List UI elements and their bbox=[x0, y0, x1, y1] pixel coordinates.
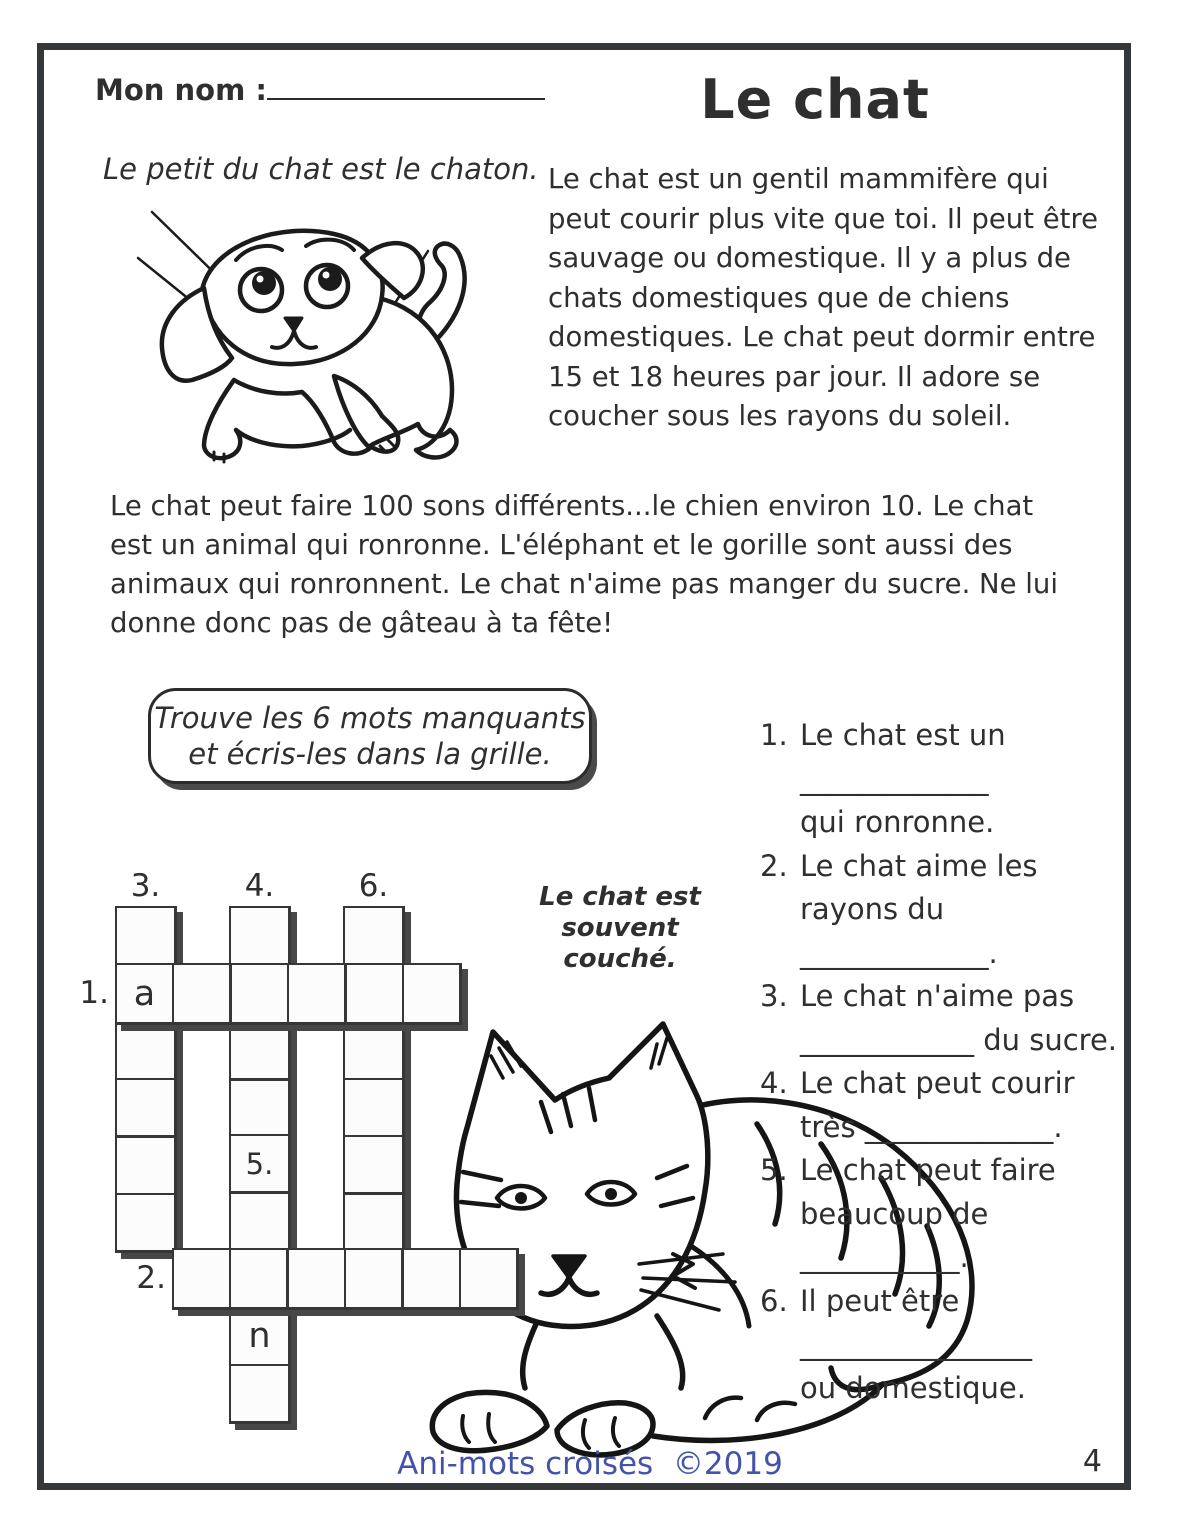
question-number: 3. bbox=[760, 979, 788, 1013]
intro-paragraph: Le chat est un gentil mammifère qui peut courir plus vite que toi. Il peut être sauvage ou domestique. Il y a plus de chats domestiques que de chiens domestiques. Le chat peut dormir entre 15 et 18 heures par jour. Il adore se coucher sous les rayons du soleil. bbox=[548, 163, 1099, 432]
name-label: Mon nom : bbox=[95, 73, 268, 107]
grid-caption-line-2: souvent bbox=[561, 913, 679, 943]
crossword-cell bbox=[404, 1250, 459, 1307]
instruction-line-1: Trouve les 6 mots manquants bbox=[154, 701, 586, 735]
crossword-cell bbox=[345, 908, 402, 963]
crossword-cell bbox=[117, 1195, 174, 1250]
kitten-caption: Le petit du chat est le chaton. bbox=[103, 152, 539, 186]
crossword-cell bbox=[117, 1080, 174, 1135]
question-number: 5. bbox=[760, 1153, 788, 1187]
crossword-cell bbox=[231, 1023, 288, 1078]
crossword-cell bbox=[117, 965, 172, 1022]
crossword-cell bbox=[345, 1195, 402, 1250]
question-number: 6. bbox=[760, 1283, 788, 1318]
grid-clue-number: 2. bbox=[136, 1260, 166, 1296]
question-number: 4. bbox=[760, 1066, 788, 1100]
name-row bbox=[95, 72, 545, 107]
crossword-cell bbox=[231, 1250, 286, 1307]
question-line: Le chat peut faire bbox=[800, 1153, 1056, 1187]
questions-list bbox=[760, 714, 1118, 1410]
instruction-line-2: et écris-les dans la grille. bbox=[188, 737, 552, 771]
question-item bbox=[760, 1280, 1100, 1411]
instruction-box bbox=[148, 688, 592, 784]
crossword-cell bbox=[232, 965, 287, 1022]
question-item bbox=[760, 1149, 1100, 1280]
question-line: qui ronronne. bbox=[800, 805, 995, 839]
crossword-cell bbox=[404, 965, 459, 1022]
crossword-cell bbox=[231, 908, 288, 963]
name-blank-line bbox=[267, 72, 545, 100]
question-number: 1. bbox=[760, 718, 788, 752]
crossword-cell bbox=[461, 1250, 516, 1307]
question-line: Le chat est un bbox=[800, 718, 1006, 752]
question-line: rayons du bbox=[800, 892, 945, 926]
crossword-cell bbox=[345, 1080, 402, 1135]
crossword-cell bbox=[231, 1081, 288, 1136]
crossword-cell bbox=[347, 965, 402, 1022]
crossword-cell bbox=[174, 1250, 229, 1307]
word-2-across bbox=[172, 1248, 519, 1310]
footer-copyright: ©2019 bbox=[672, 1446, 783, 1482]
crossword-cell bbox=[117, 1138, 174, 1193]
grid-clue-number: 6. bbox=[358, 868, 389, 904]
question-line: ____________ du sucre. bbox=[800, 1022, 1118, 1057]
question-line: _____________ bbox=[800, 761, 989, 796]
question-item bbox=[760, 1062, 1100, 1149]
question-number: 2. bbox=[760, 848, 788, 883]
crossword-cell bbox=[231, 1194, 288, 1249]
crossword-cell bbox=[174, 965, 229, 1022]
clue-number-in-cell: 5. bbox=[245, 1146, 274, 1181]
question-line: Il peut être bbox=[800, 1283, 960, 1318]
question-line: beaucoup de bbox=[800, 1196, 989, 1231]
footer-brand-name: Ani-mots croisés bbox=[397, 1446, 654, 1482]
grid-caption bbox=[520, 882, 720, 975]
question-line: ou domestique. bbox=[800, 1370, 1026, 1405]
kitten-illustration-icon bbox=[130, 196, 495, 468]
question-line: Le chat peut courir bbox=[800, 1066, 1075, 1100]
word-1-across bbox=[115, 963, 462, 1025]
crossword-cell bbox=[289, 965, 344, 1022]
question-item bbox=[760, 845, 1100, 976]
grid-caption-line-3: couché. bbox=[563, 944, 677, 974]
grid-clue-number: 3. bbox=[130, 868, 161, 904]
crossword-cell bbox=[346, 1250, 401, 1307]
page-number: 4 bbox=[1082, 1444, 1102, 1479]
prefilled-letter: n bbox=[248, 1316, 271, 1356]
grid-caption-line-1: Le chat est bbox=[539, 882, 701, 912]
question-line: Le chat n'aime pas bbox=[800, 979, 1075, 1013]
crossword-cell bbox=[117, 908, 174, 963]
footer-brand bbox=[340, 1446, 840, 1482]
crossword-cell bbox=[231, 1309, 288, 1364]
crossword-cell bbox=[231, 1136, 288, 1191]
crossword-cell bbox=[345, 1023, 402, 1078]
word-3-down bbox=[115, 906, 177, 1253]
question-line: ___________. bbox=[800, 1240, 969, 1274]
crossword-cell bbox=[345, 1137, 402, 1192]
question-item bbox=[760, 975, 1118, 1062]
grid-clue-number: 4. bbox=[244, 868, 275, 904]
page-title: Le chat bbox=[700, 68, 930, 131]
prefilled-letter: a bbox=[133, 973, 156, 1014]
question-line: très _____________. bbox=[800, 1109, 1063, 1144]
crossword-cell bbox=[117, 1023, 174, 1078]
question-item bbox=[760, 714, 1100, 845]
grid-clue-number: 1. bbox=[79, 975, 109, 1011]
kitten-drawing bbox=[130, 196, 495, 468]
body-paragraph: Le chat peut faire 100 sons différents...le chien environ 10. Le chat est un animal qui ronronne. L'éléphant et le gorille sont aussi des animaux qui ronronnent. Le chat n'aime pas manger du sucre. Ne lui donne donc pas de gâteau à ta fête! bbox=[110, 490, 1058, 639]
question-line: _____________. bbox=[800, 935, 998, 970]
question-line: ________________ bbox=[800, 1327, 1032, 1361]
crossword-cell bbox=[231, 1366, 288, 1421]
crossword-cell bbox=[289, 1250, 344, 1307]
question-line: Le chat aime les bbox=[800, 848, 1038, 883]
